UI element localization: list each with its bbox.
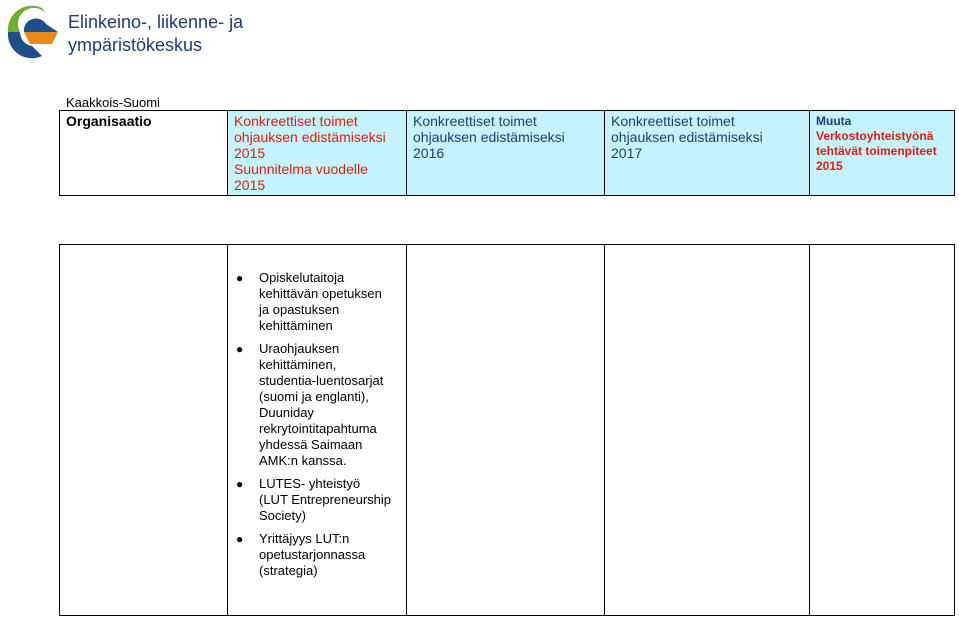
cell-other xyxy=(810,245,955,616)
header-row xyxy=(60,111,955,196)
bullet-icon: ● xyxy=(236,532,244,546)
header-organisation xyxy=(60,111,228,196)
cell-organisation xyxy=(60,245,228,616)
header-2017-text: Konkreettiset toimet ohjauksen edistämiseksi 2017 xyxy=(611,113,763,161)
content-row xyxy=(60,245,955,616)
region-label: Kaakkois-Suomi xyxy=(66,95,160,110)
cell-actions-2016 xyxy=(407,245,605,616)
bullet-icon: ● xyxy=(236,271,244,285)
header-2017 xyxy=(605,111,810,196)
bullet-icon: ● xyxy=(236,477,244,491)
header-2016-text: Konkreettiset toimet ohjauksen edistämiseksi 2016 xyxy=(413,113,565,161)
bullet-icon: ● xyxy=(236,342,244,356)
header-other xyxy=(810,111,955,196)
cell-actions-2015 xyxy=(228,245,407,616)
list-item: ● LUTES- yhteistyö (LUT Entrepreneurship Society) xyxy=(236,476,391,523)
logo-text-line1: Elinkeino-, liikenne- ja xyxy=(68,12,244,32)
list-item: ● Uraohjauksen kehittäminen, studentia-luentosarjat (suomi ja englanti), Duuniday rekrytointitapahtuma yhdessä Saimaan AMK:n kanssa. xyxy=(236,341,384,468)
header-other-text: Muuta Verkostoyhteistyönä tehtävät toimenpiteet 2015 xyxy=(816,114,937,173)
header-organisation-label: Organisaatio xyxy=(66,113,152,129)
ely-logo xyxy=(0,0,244,66)
header-2015 xyxy=(228,111,407,196)
content-table xyxy=(59,244,955,616)
header-2015-text: Konkreettiset toimet ohjauksen edistämiseksi 2015 Suunnitelma vuodelle 2015 xyxy=(234,113,386,193)
ely-logo-icon xyxy=(2,2,60,62)
action-list xyxy=(228,270,409,586)
list-item: ● Yrittäjyys LUT:n opetustarjonnassa (strategia) xyxy=(236,531,366,578)
cell-actions-2017 xyxy=(605,245,810,616)
list-item: ● Opiskelutaitoja kehittävän opetuksen ja opastuksen kehittäminen xyxy=(236,270,382,333)
logo-text-line2: ympäristökeskus xyxy=(68,35,203,55)
header-table xyxy=(59,110,955,196)
header-2016 xyxy=(407,111,605,196)
